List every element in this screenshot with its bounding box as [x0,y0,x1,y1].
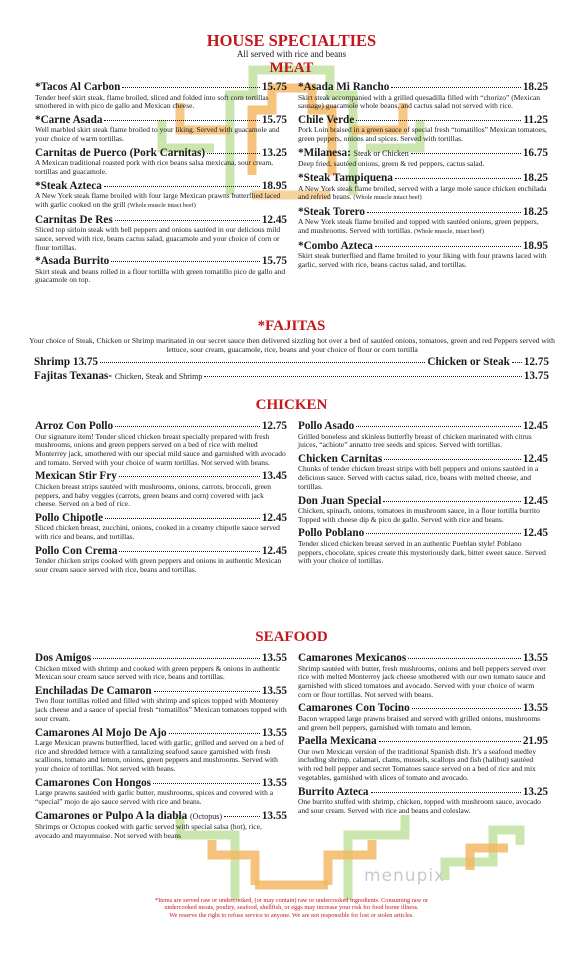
leader-dots [100,362,425,363]
item-description: Tender chicken strips cooked with green peppers and onions in authentic Mexican sour cream sauce served with rice, beans and tortillas. [35,556,282,575]
leader-dots [408,658,521,659]
leader-dots [391,87,520,88]
menu-item [298,114,548,144]
leader-dots [412,708,521,709]
leader-dots [379,741,521,742]
menu-item [35,147,287,177]
leader-dots [115,220,260,221]
item-note: (Whole muscle, intact beef) [414,228,484,236]
footer-line: We reserve the right to refuse service to anyone. We are not responsible for lost or stolen articles. [169,911,414,919]
item-name: Mexican Stir Fry [35,470,117,483]
item-price: 12.45 [261,213,287,226]
leader-dots [395,178,521,179]
item-name-option: (Octopus) [190,811,222,821]
menu-item [35,114,287,144]
leader-dots [207,153,260,154]
page-subtitle: All served with rice and beans [236,49,347,59]
watermark-logo: menupix [364,866,446,886]
item-price: 15.75 [261,113,287,126]
item-description: Shrimp sautéed with butter, fresh mushrooms, onions and bell peppers served over rice with melted Monterrey jack cheese smothered with our own tomato sauce and garnished with sliced tomatoes and avocado. Served with your choice of warm corn or flour tortillas. Not served with beans. [298,663,546,699]
item-price: 13.55 [261,726,287,739]
item-name: *Asada Mi Rancho [298,81,390,93]
fajitas-heading: *FAJITAS [257,318,326,334]
menu-item [35,255,287,285]
leader-dots [111,261,260,262]
item-price: 21.95 [522,735,548,748]
item-description-text: A New York steak flame broiled, served with a large mole sauce chicken enchilada and refried beans. [298,183,547,202]
leader-dots [104,120,259,121]
menu-item [35,727,287,774]
item-price: 18.95 [261,179,287,192]
item-description: Grilled boneless and skinless butterfly breast of chicken marinated with citrus juices, “achiote” annatto tree seeds and spices. Served with tortillas. [298,431,532,450]
item-name: Dos Amigos [35,652,92,664]
menu-item [35,652,287,682]
fajitas-chicken-steak-price: 12.75 [523,356,549,368]
item-name: Camarones Al Mojo De Ajo [35,726,167,739]
item-description [35,192,287,210]
leader-dots [384,459,521,460]
item-name: Don Juan Special [298,494,382,507]
item-description: Chicken mixed with shrimp and cooked with green peppers & onions in authentic Mexican sour cream sauce served with rice, beans and tortillas. [35,663,281,682]
leader-dots [383,501,521,502]
item-price: 13.55 [261,809,287,822]
menu-item [298,702,548,732]
footer-line: undercooked meats, poultry, seafood, shellfish, or eggs may increase your risk for food borne illness. [164,904,419,912]
leader-dots [224,816,260,817]
menu-item [35,214,287,253]
leader-dots [366,533,521,534]
item-price: 13.25 [261,146,287,159]
leader-dots [356,120,521,121]
item-name: Camarones Mexicanos [298,652,407,664]
item-description: Large Mexican prawns butterflied, laced with garlic, grilled and served on a bed of rice and shredded lettuce with a tantalizing seafood sauce garnished with fresh scallions, tomato and lemon, onions, green peppers and mushrooms. Served with your choice of tortillas. Not served with beans. [35,738,284,774]
item-price: 15.75 [261,255,287,268]
menu-item [298,527,548,566]
fajitas-texanas-row [34,370,549,382]
item-name: *Steak Torero [298,205,366,218]
item-description: Tender beef skirt steak, flame broiled, sliced and folded into soft corn tortillas smothered in with pico de gallo and Mexican cheese. [35,92,269,111]
item-description-text: A New York steak flame broiled and topped with sautéed onions, green peppers, and mushrooms. Served with tortillas. [298,217,539,236]
item-price: 12.45 [522,527,548,540]
item-description: Large prawns sautéed with garlic butter, mushrooms, spices and covered with a “special” mojo de ajo sauce served with rice and beans. [35,788,274,807]
item-name: Camarones Con Hongos [35,776,152,789]
item-price: 13.55 [522,652,548,664]
menu-item [298,652,548,699]
menu-item [298,735,548,782]
leader-dots [204,376,521,377]
item-name: *Steak Tampiquena [298,172,393,185]
item-price: 13.55 [522,702,548,715]
leader-dots [105,518,260,519]
item-price: 18.25 [522,205,548,218]
item-description: Tender sliced chicken breast served in an authentic Pueblan style! Poblano peppers, chocolate, spices create this mysteriously dark, bitter sweet sauce. Served with your choice of tortillas. [298,538,546,566]
menu-item [298,81,548,111]
item-name: *Tacos Al Carbon [35,81,121,93]
chicken-right-column [298,420,548,569]
item-name: Paella Mexicana [298,735,377,748]
leader-dots [371,792,521,793]
fajitas-intro: Your choice of Steak, Chicken or Shrimp marinated in our secret sauce then delivered sizzling hot over a bed of sautéed onions, tomatoes, green and red Peppers served with lettuce, sour cream, guacamole, rice, beans and your choice of flour or corn tortilla [29,336,555,354]
leader-dots [356,426,521,427]
item-price: 13.55 [261,652,287,664]
fajitas-texanas-price: 13.75 [523,370,549,382]
leader-dots [93,658,260,659]
menu-item [35,470,287,509]
leader-dots [119,551,259,552]
leader-dots [119,476,260,477]
item-price: 12.75 [261,420,287,432]
item-price: 12.45 [522,420,548,432]
item-price: 15.75 [261,81,287,93]
item-name: Pollo Chipotle [35,511,104,524]
fajitas-price-row [34,356,549,368]
leader-dots [115,426,260,427]
item-description: Skirt steak and beans rolled in a flour tortilla with green tomatillo pico de gallo and guacamole on top. [35,266,286,285]
item-name: Burrito Azteca [298,785,369,798]
meat-heading: MEAT [269,60,314,76]
menu-item [35,180,287,211]
item-name: Pollo Asado [298,420,355,432]
item-name: Camarones Con Tocino [298,702,410,715]
item-description: Well marbled skirt steak flame broiled to your liking. Served with guacamole and your choice of warm tortillas. [35,125,280,144]
item-price: 13.55 [261,684,287,697]
menu-item [35,81,287,111]
chicken-heading: CHICKEN [255,397,328,413]
leader-dots [411,153,521,154]
fajitas-texanas-desc: Chicken, Steak and Shrimp [114,372,203,381]
footer-line: *Items are served raw or undercooked, (or may contain) raw or undercooked ingredients. Consuming raw or [155,897,428,904]
menu-item [298,240,548,270]
item-price: 13.25 [522,785,548,798]
item-description: Our own Mexican version of the traditional Spanish dish. It’s a seafood medley including shrimp, calamari, clams, mussels, scallops and fish (halibut) sautéed with red bell pepper and secret Tomatoes sauce served on a bed of rice and mix vegetables, garnished with slices of tomato and avocado. [298,746,537,782]
item-description [298,185,548,203]
item-name-text: *Milanesa: [298,146,351,159]
item-note: (Whole muscle intact beef) [353,194,422,202]
leader-dots [367,212,521,213]
leader-dots [169,733,260,734]
menu-item [35,545,287,575]
leader-dots [512,362,522,363]
fajitas-texanas-label: Fajitas Texanas- [34,370,113,382]
fajitas-chicken-steak-label: Chicken or Steak [427,356,510,368]
item-name: Enchiladas De Camaron [35,684,152,697]
menu-item [35,777,287,807]
item-description: Shrimps or Octopus cooked with garlic served with special salsa (hot), rice, avocado and mayonnaise. Not served with beans [35,822,262,840]
menu-item [298,420,548,450]
item-description: Bacon wrapped large prawns braised and served with grilled onions, mushrooms and green bell peppers, garnished with tomato and lemon. [298,713,541,732]
fajitas-shrimp-label: Shrimp 13.75 [34,356,99,368]
menu-item [298,453,548,492]
meat-left-column [35,81,287,288]
item-description: Chicken breast strips sautéed with mushrooms, onions, carrots, broccoli, green peppers, and baby veggies (carrots, green beans and corn) covered with jack cheese. Served on a bed of rice. [35,481,271,509]
meat-right-column [298,81,548,273]
item-description: Sliced chicken breast, zucchini, onions, cooked in a creamy chipotle sauce served with rice and beans, and tortillas. [35,523,280,542]
item-price: 13.55 [261,776,287,789]
item-description: Pork Loin braised in a green sauce of special fresh “tomatillos” Mexican tomatoes, green peppers, onions and spices. Served with tortillas. [298,125,547,144]
item-name: *Asada Burrito [35,255,110,268]
item-price: 16.75 [522,146,548,159]
menu-item [35,420,287,467]
item-name: Carnitas De Res [35,213,113,226]
item-description-text: A New York steak flame broiled with four large Mexican prawns butterflied laced with garlic cooked on the grill [35,191,281,209]
footer-disclaimer [110,897,473,919]
item-price: 12.45 [261,511,287,524]
item-name-text: Camarones or Pulpo A la diabla [35,809,188,822]
leader-dots [122,87,259,88]
item-description: Chicken, spinach, onions, tomatoes in mushroom sauce, in a flour tortilla burrito Topped with cheese dip & pico de gallo. Served with rice and beans. [298,506,540,524]
menu-item [35,810,287,841]
item-price: 12.45 [522,494,548,507]
item-name: Pollo Con Crema [35,544,118,557]
chicken-left-column [35,420,287,578]
item-name-option: Steak or Chicken [353,148,409,158]
item-price: 12.45 [522,452,548,465]
item-name: *Carne Asada [35,113,103,126]
menu-item [298,786,548,816]
leader-dots [375,246,521,247]
item-description: Skirt steak accompanied with a grilled quesadilla filled with “chorizo” (Mexican sausage) guacamole whole beans, and cactus salad not served with rice. [298,92,540,111]
item-name: *Steak Azteca [35,179,102,192]
leader-dots [104,186,260,187]
seafood-left-column [35,652,287,844]
item-price: 18.25 [522,172,548,185]
item-name: Chicken Carnitas [298,452,383,465]
item-price: 13.45 [261,470,287,483]
menu-item [298,147,548,169]
item-name [35,810,222,824]
item-note: (Whole muscle intact beef) [127,201,196,209]
menu-item [298,172,548,203]
item-description: A Mexican traditional roasted pork with rice beans salsa mexicana, sour cream, tortillas and guacamole. [35,158,274,177]
item-description: Sliced top sirloin steak with bell peppers and onions sautéed in our delicious mild sauce, served with rice, beans cactus salad, guacamole and your choice of corn or flour tortillas. [35,225,281,252]
item-name: Arroz Con Pollo [35,420,114,432]
menu-item [298,206,548,237]
item-description: Two flour tortillas rolled and filled with shrimp and spices topped with Monterey jack cheese and a sauce of special fresh “tomatillos” Mexican tomatoes topped with sour cream. [35,696,287,723]
item-description [298,218,548,236]
item-name: Chile Verde [298,113,355,126]
item-name: *Combo Azteca [298,239,373,252]
menu-item [35,512,287,542]
item-description: Deep fried, sautéed onions, green & red peppers, cactus salad. [298,159,485,169]
item-price: 18.25 [522,81,548,93]
seafood-heading: SEAFOOD [255,629,328,645]
menu-item [298,495,548,525]
leader-dots [154,691,260,692]
leader-dots [153,783,260,784]
item-name [298,147,409,161]
item-price: 12.45 [261,544,287,557]
item-name: Carnitas de Puerco (Pork Carnitas) [35,146,206,159]
menu-item [35,685,287,724]
item-description: Skirt steak butterflied and flame broiled to your liking with four prawns laced with garlic, served with rice, beans cactus salad, and tortillas. [298,251,547,270]
page-title: HOUSE SPECIALTIES [206,31,377,50]
seafood-right-column [298,652,548,818]
item-name: Pollo Poblano [298,527,365,540]
item-price: 18.95 [522,239,548,252]
item-price: 11.25 [523,113,548,126]
item-description: One burrito stuffed with shrimp, chicken, topped with mushroom sauce, avocado and sour cream. Served with rice and beans and coleslaw. [298,797,541,815]
item-description: Chunks of tender chicken breast strips with bell peppers and onions sautéed in a delicious sauce. Served with cactus salad, rice, beans with melted cheese, and tortillas. [298,464,539,491]
item-description: Our signature item! Tender sliced chicken breast specially prepared with fresh mushrooms, onions and green peppers served on a bed of rice with melted Monterrey jack, smothered with our special mild sauce and garnished with avocado and tomato. Served with your choice of warm tortillas. Not served with beans. [35,431,286,467]
